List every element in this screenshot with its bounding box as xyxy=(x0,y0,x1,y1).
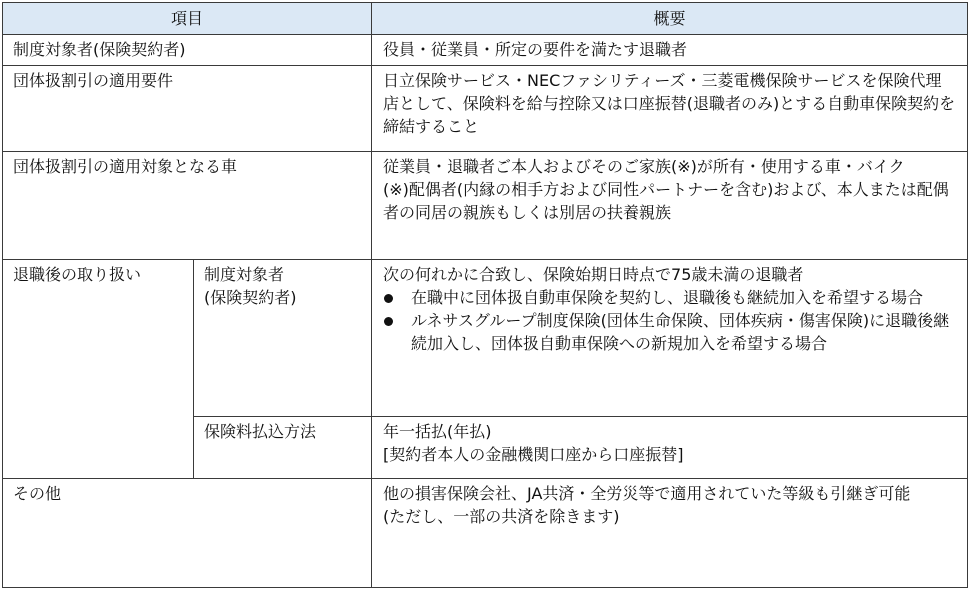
summary-line: 従業員・退職者ご本人およびそのご家族(※)が所有・使用する車・バイク xyxy=(383,157,905,176)
bullet-list xyxy=(383,286,957,355)
summary-intro: 次の何れかに合致し、保険始期日時点で75歳未満の退職者 xyxy=(383,265,804,284)
table-row xyxy=(3,152,968,260)
bullet-dot-icon xyxy=(384,317,393,326)
summary-line: 他の損害保険会社、JA共済・全労災等で適用されていた等級も引継ぎ可能 xyxy=(383,484,911,503)
bullet-item xyxy=(383,286,957,309)
table-row xyxy=(3,479,968,588)
summary-line: [契約者本人の金融機関口座から口座振替] xyxy=(383,445,684,464)
row-item: 団体扱割引の適用要件 xyxy=(3,66,372,152)
summary-line: (ただし、一部の共済を除きます) xyxy=(383,507,620,526)
row-summary xyxy=(372,152,968,260)
row-item: その他 xyxy=(3,479,372,588)
bullet-item xyxy=(383,309,957,355)
summary-line: 役員・従業員・所定の要件を満たす退職者 xyxy=(383,40,688,59)
row-item: 制度対象者(保険契約者) xyxy=(3,35,372,66)
summary-line: 年一括払(年払) xyxy=(383,422,492,441)
row-summary xyxy=(372,66,968,152)
header-summary: 概要 xyxy=(372,3,968,35)
table-row xyxy=(3,66,968,152)
row-summary xyxy=(372,479,968,588)
row-item: 退職後の取り扱い xyxy=(3,260,194,479)
bullet-dot-icon xyxy=(384,294,393,303)
summary-line: 日立保険サービス・NECファシリティーズ・三菱電機保険サービスを保険代理店として、保険料を給与控除又は口座振替(退職者のみ)とする自動車保険契約を締結すること xyxy=(383,71,956,136)
row-subitem: 制度対象者 (保険契約者) xyxy=(194,260,372,417)
table-row xyxy=(3,35,968,66)
header-item: 項目 xyxy=(3,3,372,35)
bullet-text: ルネサスグループ制度保険(団体生命保険、団体疾病・傷害保険)に退職後継続加入し、団体扱自動車保険への新規加入を希望する場合 xyxy=(411,311,950,353)
header-row xyxy=(3,3,968,35)
summary-line: (※)配偶者(内縁の相手方および同性パートナーを含む)および、本人または配偶者の同居の親族もしくは別居の扶養親族 xyxy=(383,180,949,222)
bullet-text: 在職中に団体扱自動車保険を契約し、退職後も継続加入を希望する場合 xyxy=(411,288,924,307)
program-summary-table xyxy=(2,2,968,588)
row-summary xyxy=(372,35,968,66)
row-summary xyxy=(372,260,968,417)
table-row xyxy=(3,260,968,417)
row-item: 団体扱割引の適用対象となる車 xyxy=(3,152,372,260)
row-subitem: 保険料払込方法 xyxy=(194,417,372,479)
row-summary xyxy=(372,417,968,479)
